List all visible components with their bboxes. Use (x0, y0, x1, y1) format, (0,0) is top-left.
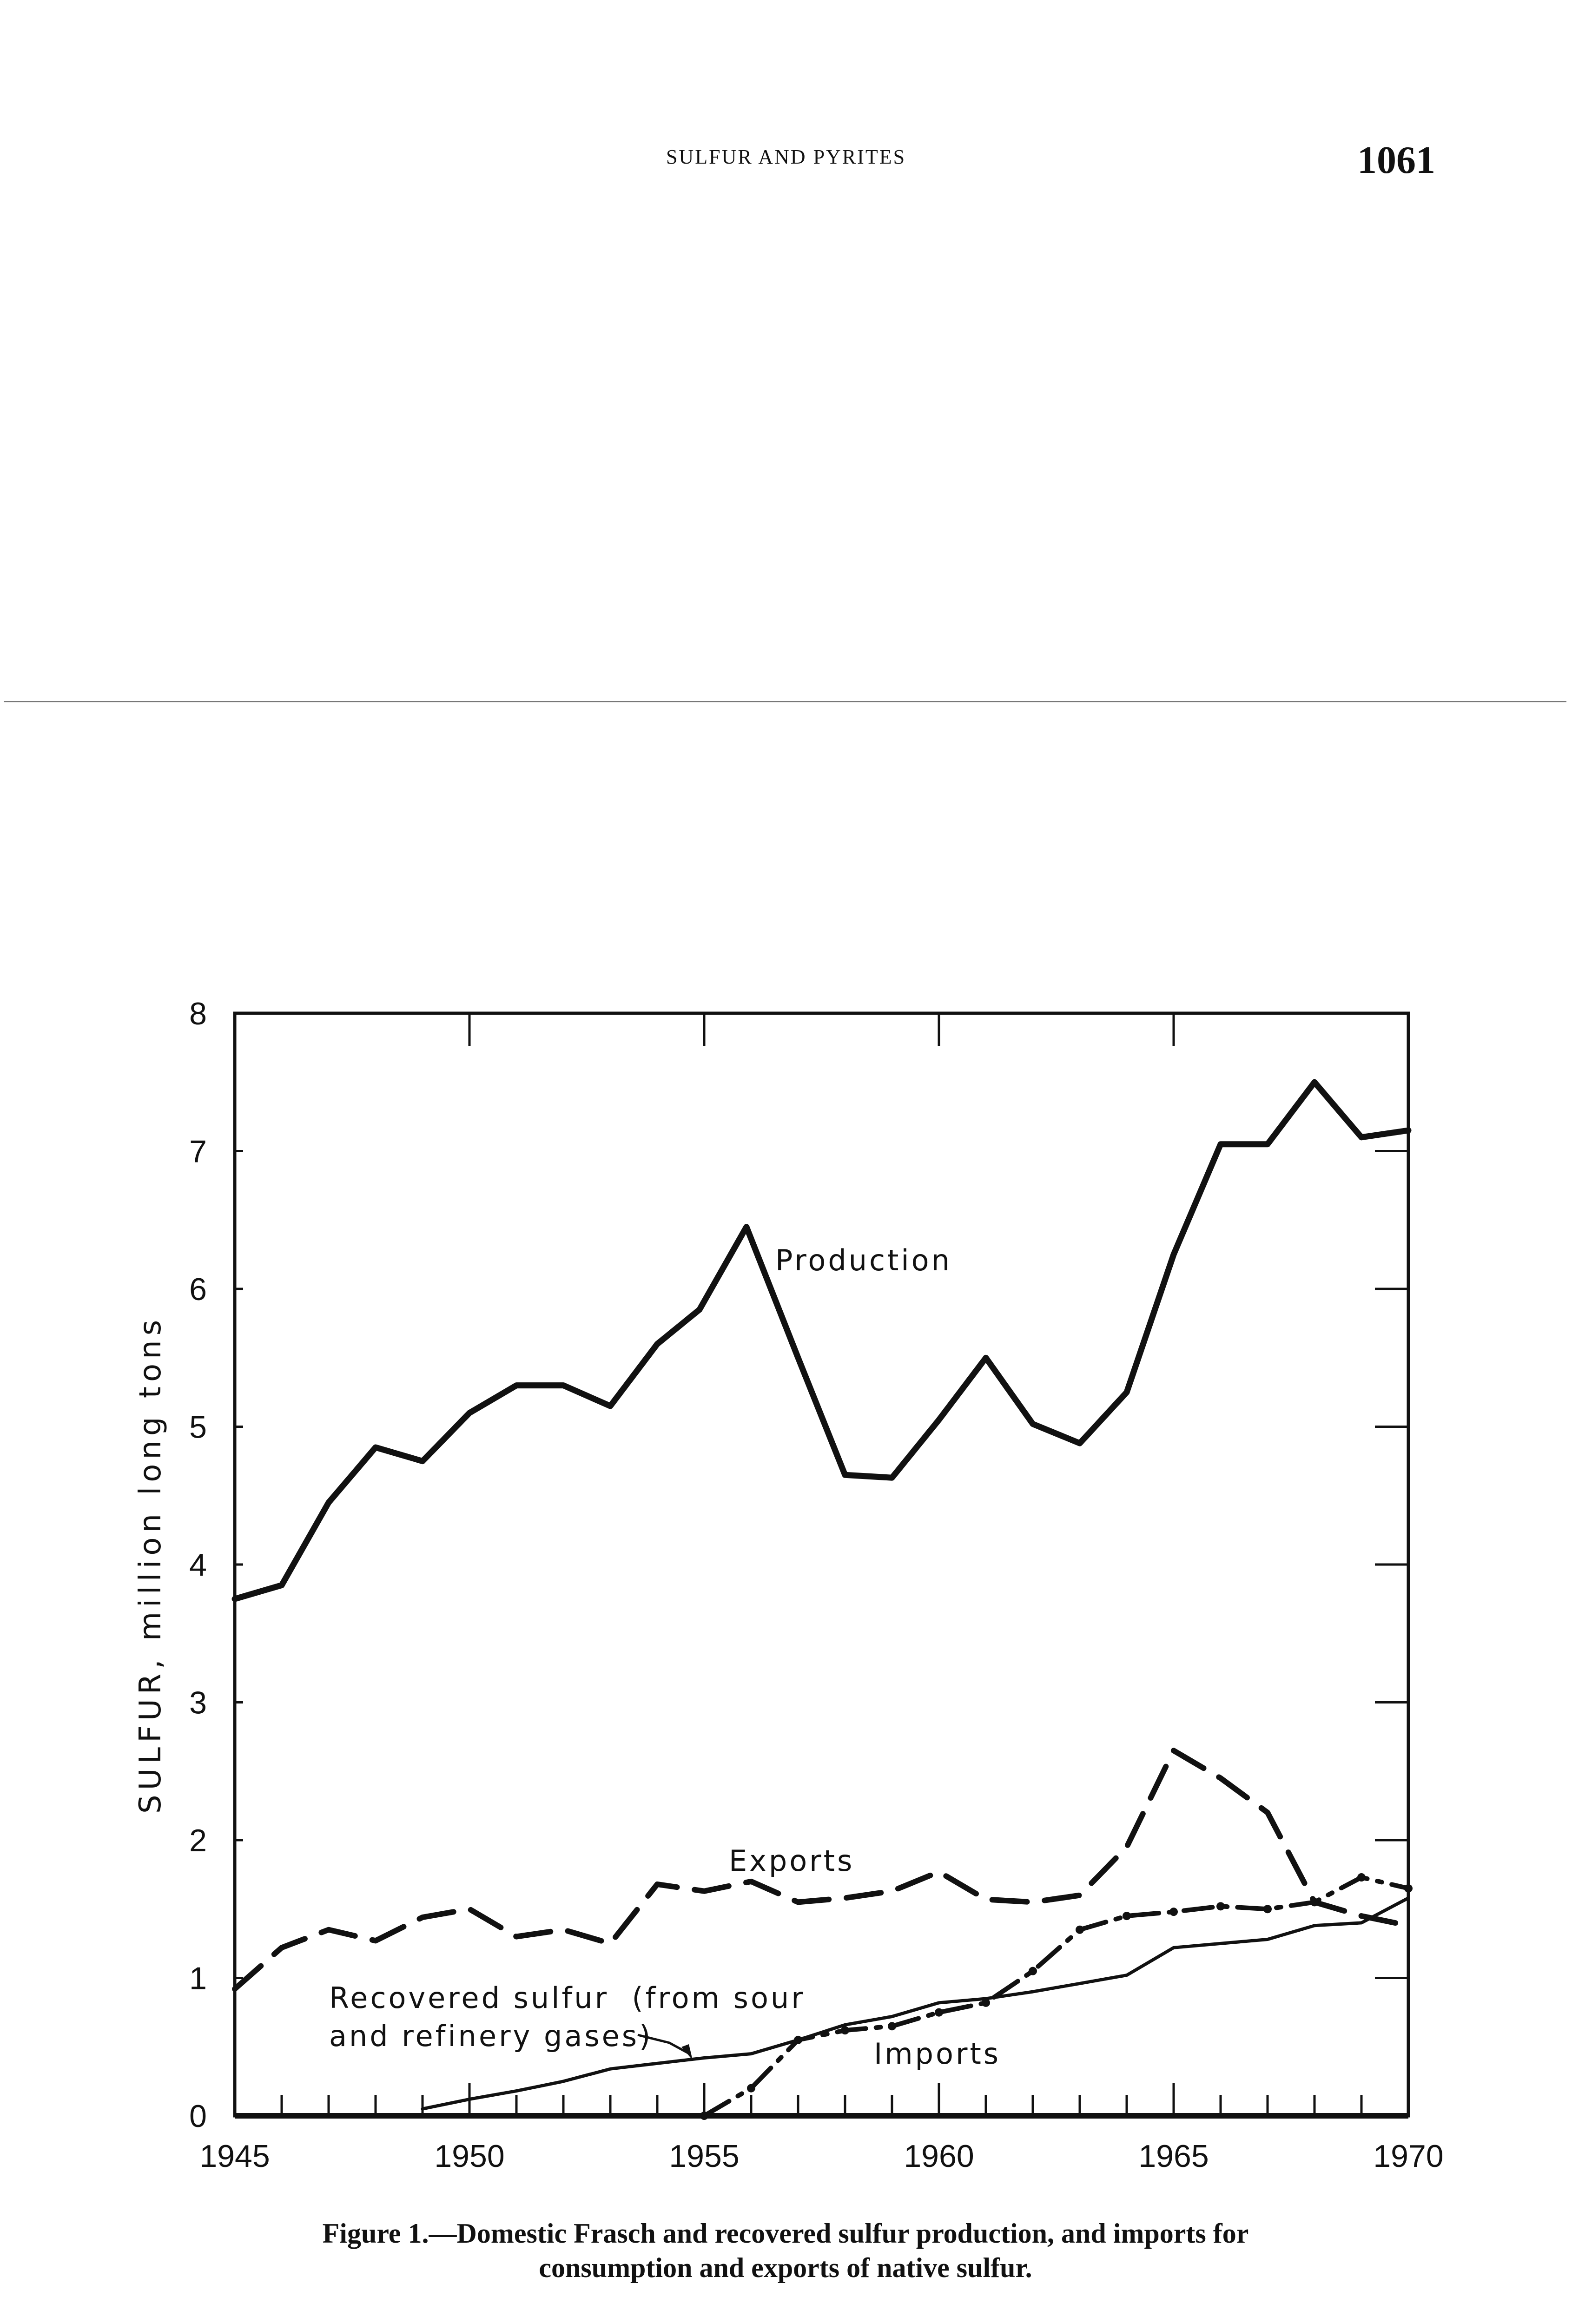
label-imports: Imports (874, 2037, 1001, 2071)
x-tick-label: 1955 (669, 2139, 740, 2174)
x-tick-label: 1965 (1138, 2139, 1209, 2174)
data-point-imports (1404, 1884, 1413, 1893)
data-point-imports (1310, 1898, 1319, 1906)
data-point-imports (1357, 1873, 1366, 1882)
plot-frame (235, 1013, 1408, 2116)
y-tick-label: 7 (189, 1134, 207, 1169)
figure-caption-line-1: Figure 1.—Domestic Frasch and recovered sulfur production, and imports for (322, 2218, 1249, 2249)
label-recovered-sulfur-line1: Recovered sulfur (from sour (329, 1981, 806, 2015)
x-tick-label: 1950 (434, 2139, 505, 2174)
x-tick-label: 1960 (904, 2139, 974, 2174)
data-point-imports (888, 2022, 896, 2030)
data-point-imports (1216, 1902, 1225, 1910)
data-point-imports (747, 2084, 755, 2093)
data-point-imports (1263, 1905, 1272, 1913)
data-point-imports (982, 1999, 990, 2007)
series-lines (235, 1082, 1413, 2120)
series-line-production (235, 1082, 1408, 1599)
y-tick-label: 8 (189, 996, 207, 1031)
figure-caption (195, 2216, 1376, 2285)
data-point-imports (700, 2112, 708, 2120)
y-axis-title: SULFUR, million long tons (133, 1315, 168, 1814)
data-point-imports (841, 2026, 849, 2034)
data-point-imports (1076, 1926, 1084, 1934)
data-point-imports (1029, 1967, 1037, 1975)
y-tick-label: 5 (189, 1409, 207, 1445)
data-point-imports (935, 2008, 943, 2017)
data-point-imports (794, 2036, 802, 2044)
x-tick-label: 1970 (1373, 2139, 1444, 2174)
running-head: SULFUR AND PYRITES (666, 145, 906, 168)
y-tick-label: 6 (189, 1272, 207, 1307)
page-number: 1061 (1357, 139, 1435, 182)
label-recovered-sulfur-line2: and refinery gases) (329, 2019, 653, 2053)
data-point-imports (1169, 1908, 1178, 1916)
axis-ticks (235, 1013, 1408, 2116)
recovered-sulfur-arrowhead (681, 2044, 693, 2060)
y-tick-label: 3 (189, 1685, 207, 1721)
series-line-imports (704, 1877, 1408, 2116)
data-point-imports (1123, 1912, 1131, 1920)
x-tick-label: 1945 (199, 2139, 270, 2174)
y-tick-label: 1 (189, 1961, 207, 1996)
label-exports: Exports (729, 1844, 855, 1878)
label-production: Production (775, 1243, 952, 1277)
figure-caption-line-2: consumption and exports of native sulfur. (539, 2252, 1032, 2283)
y-tick-label: 0 (189, 2099, 207, 2134)
y-tick-label: 2 (189, 1823, 207, 1858)
y-tick-label: 4 (189, 1547, 207, 1583)
